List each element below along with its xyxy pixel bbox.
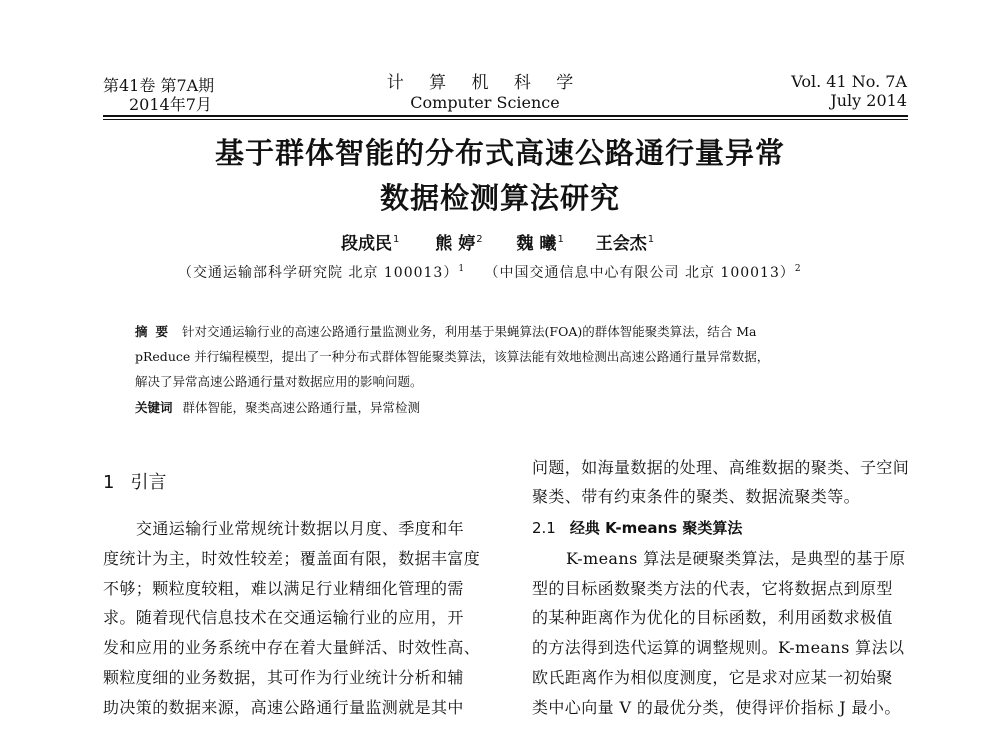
header-rule-thin [103,119,908,120]
body-text-line: K-means 算法是硬聚类算法，是典型的基于原 [566,549,906,568]
section-heading [103,468,166,494]
author [517,229,564,254]
volume-issue-cn: 第41卷 第7A期 [103,76,215,95]
body-text-line: 助决策的数据来源，高速公路通行量监测就是其中 [103,698,464,717]
abstract-line: 解决了异常高速公路通行量对数据应用的影响问题。 [135,374,423,389]
body-text-line: 聚类、带有约束条件的聚类、数据流聚类等。 [532,487,861,506]
abstract-label: 摘要 [135,324,177,339]
abstract-text: 针对交通运输行业的高速公路通行量监测业务，利用基于果蝇算法(FOA)的群体智能聚类算法，结合 Ma [182,324,757,339]
subsection-heading [532,517,742,538]
affiliation-1-mark: 1 [458,264,466,274]
keywords-line [135,398,910,416]
section-title: 引言 [130,472,167,493]
keywords-label: 关键词 [135,400,173,415]
body-text-line: 的方法得到迭代运算的调整规则。K-means 算法以 [532,638,905,657]
journal-name-en: Computer Science [410,93,560,112]
author-name: 魏 曦 [516,234,557,254]
volume-issue-en: Vol. 41 No. 7A [791,72,907,91]
author-name: 王会杰 [595,234,647,254]
body-text-line: 问题，如海量数据的处理、高维数据的聚类、子空间 [532,458,910,477]
body-text-line: 颗粒度细的业务数据，其可作为行业统计分析和辅 [103,668,464,687]
author [596,229,654,254]
paper-title-line-1: 基于群体智能的分布式高速公路通行量异常 [214,136,785,170]
body-text-line: 求。随着现代信息技术在交通运输行业的应用，开 [103,608,464,627]
abstract-line: pReduce 并行编程模型，提出了一种分布式群体智能聚类算法，该算法能有效地检测出高速公路通行量异常数据， [135,349,770,364]
author-affiliation-mark: 1 [647,234,655,245]
body-text-line: 不够；颗粒度较粗，难以满足行业精细化管理的需 [103,579,464,598]
date-en: July 2014 [830,91,907,110]
subsection-title: 经典 K-means 聚类算法 [569,519,743,537]
author-affiliation-mark: 1 [393,234,400,245]
affiliation-1: （交通运输部科学研究院 北京 100013） [178,265,459,281]
body-text-line: 类中心向量 V 的最优分类，使得评价指标 J 最小。 [532,698,901,717]
journal-issue-en [791,72,907,110]
section-number: 1 [103,472,115,493]
abstract-line [135,322,910,340]
affiliation-2: （中国交通信息中心有限公司 北京 100013） [484,265,795,281]
author [341,229,399,254]
body-text-line: 型的目标函数聚类方法的代表，它将数据点到原型 [532,579,893,598]
author-name: 段成民 [341,234,392,254]
paper-title-line-2: 数据检测算法研究 [379,181,620,215]
body-text-line: 发和应用的业务系统中存在着大量鲜活、时效性高、 [103,638,481,657]
body-text-line: 的某种距离作为优化的目标函数，利用函数求极值 [532,608,893,627]
keywords-text: 群体智能，聚类高速公路通行量，异常检测 [182,400,421,415]
author [435,229,482,254]
author-list [341,229,654,254]
author-affiliation-mark: 2 [476,234,483,245]
author-name: 熊 婷 [435,234,476,254]
body-text-line: 度统计为主，时效性较差；覆盖面有限，数据丰富度 [103,549,481,568]
journal-issue-cn [103,76,214,114]
journal-name [360,74,610,112]
body-text-line: 交通运输行业常规统计数据以月度、季度和年 [136,519,465,538]
affiliation-2-mark: 2 [794,264,802,274]
affiliations [178,262,802,282]
journal-name-cn: 计 算 机 科 学 [386,73,584,93]
date-cn: 2014年7月 [129,95,212,114]
subsection-number: 2.1 [532,519,556,537]
body-text-line: 欧氏距离作为相似度测度，它是求对应某一初始聚 [532,668,893,687]
author-affiliation-mark: 1 [557,234,564,245]
header-rule-thick [103,115,908,117]
